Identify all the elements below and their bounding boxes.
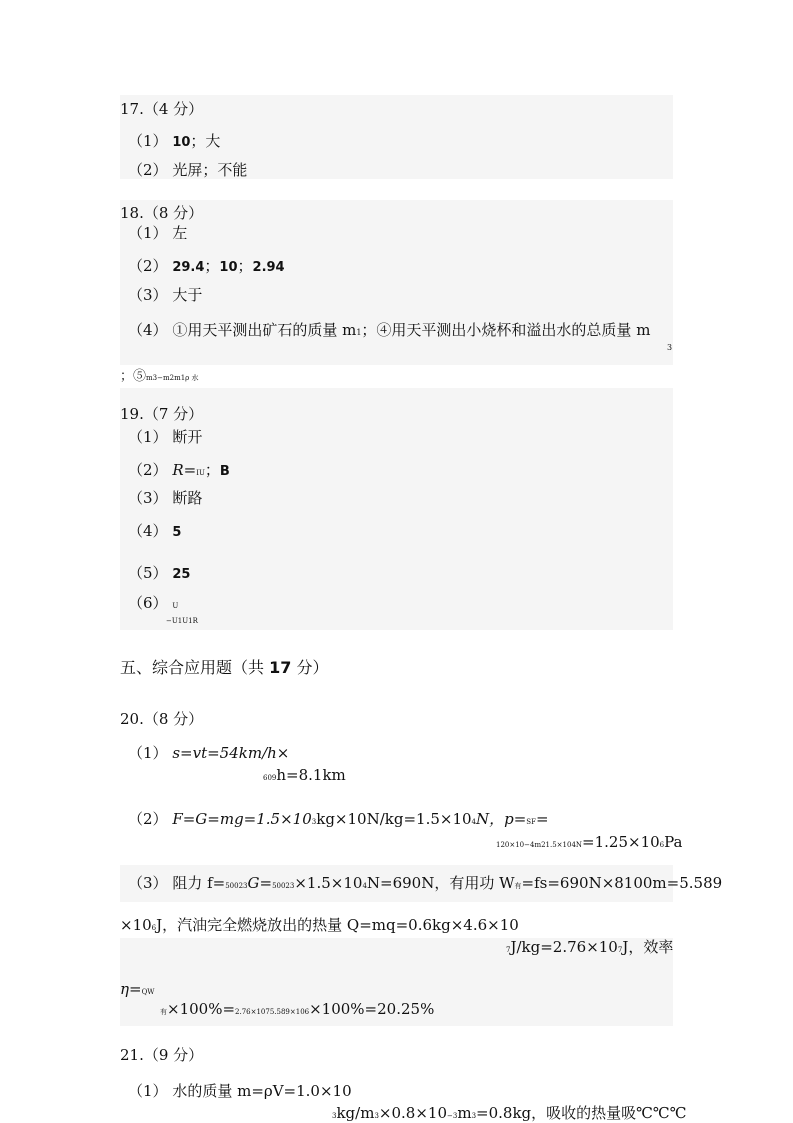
formula: N，p= <box>476 810 527 828</box>
formula: 阻力 f= <box>172 874 226 892</box>
fraction: QW <box>141 988 155 996</box>
superscript: 3 <box>471 1112 477 1120</box>
subscript: SF <box>526 818 536 826</box>
superscript: 7 <box>506 946 511 954</box>
q21-part1 <box>128 1082 352 1100</box>
part-number: （5） <box>128 564 168 582</box>
superscript: 4 <box>362 882 367 890</box>
q19-part1 <box>128 428 202 446</box>
part-number: （1） <box>128 1082 168 1100</box>
q19-part2 <box>128 461 230 481</box>
answer-value: 29.4 <box>172 260 205 275</box>
formula: h=8.1km <box>276 766 346 784</box>
part-number: （2） <box>128 461 168 479</box>
formula: J，汽油完全燃烧放出的热量 Q=mq=0.6kg×4.6×10 <box>156 916 519 934</box>
superscript: 3 <box>374 1112 379 1120</box>
q19-formula-denominator: −U1U1R <box>166 617 198 625</box>
fraction: 50023 <box>225 882 248 890</box>
superscript: 4 <box>471 818 476 826</box>
q20-part2-line2 <box>496 833 683 851</box>
q17-part1 <box>128 132 220 152</box>
formula: m <box>457 1104 472 1122</box>
q18-sub3: 3 <box>667 343 673 352</box>
part-number: （4） <box>128 321 168 339</box>
answer-text: ①用天平测出矿石的质量 m <box>172 321 357 339</box>
part-number: （1） <box>128 428 168 446</box>
q20-title: 20.（8 分） <box>120 710 204 728</box>
answer-text: ；⑤ <box>120 369 147 384</box>
subscript: 有 <box>514 882 522 890</box>
answer-text: 大于 <box>172 286 203 304</box>
q19-part3 <box>128 489 202 507</box>
answer-value: 10 <box>219 260 238 275</box>
q19-part6 <box>128 594 178 612</box>
formula: ×100%=20.25% <box>309 1000 435 1018</box>
q18-part4-cont <box>120 368 199 386</box>
part-number: （1） <box>128 224 168 242</box>
formula: ×0.8×10 <box>378 1104 447 1122</box>
superscript: 3 <box>332 1112 337 1120</box>
q18-part2 <box>128 257 285 277</box>
q17-part2 <box>128 161 247 179</box>
answer-value: 2.94 <box>252 260 285 275</box>
separator: ； <box>237 257 253 275</box>
answer-text: ；大 <box>190 132 221 150</box>
fraction: 50023 <box>272 882 295 890</box>
section-title-b: 分） <box>296 658 329 677</box>
formula: s=vt=54km/h× <box>172 744 290 762</box>
superscript: 6 <box>151 924 157 932</box>
q18-part3 <box>128 286 202 304</box>
subscript: 609 <box>263 774 277 782</box>
part-number: （1） <box>128 132 168 150</box>
q19-title: 19.（7 分） <box>120 405 204 423</box>
q18-part1 <box>128 224 187 242</box>
answer-text: 左 <box>172 224 188 242</box>
q20-part3-line5 <box>160 1000 434 1018</box>
subscript: 有 <box>160 1008 167 1016</box>
superscript: 3 <box>311 818 317 826</box>
q18-part4 <box>128 321 650 339</box>
superscript: 6 <box>659 841 665 849</box>
formula: J/kg=2.76×10 <box>510 938 618 956</box>
q21-title: 21.（9 分） <box>120 1046 204 1064</box>
part-number: （4） <box>128 522 168 540</box>
part-number: （2） <box>128 257 168 275</box>
formula: =1.25×10 <box>582 833 660 851</box>
q20-part1 <box>128 744 289 762</box>
formula: m3−m2m1ρ 水 <box>146 374 199 382</box>
answer-text: 断路 <box>172 489 203 507</box>
formula: ×1.5×10 <box>294 874 363 892</box>
formula-numerator: U <box>172 602 179 610</box>
part-number: （3） <box>128 286 168 304</box>
subscript: IU <box>196 469 205 477</box>
formula: =fs=690N×8100m=5.589 <box>521 874 723 892</box>
part-number: （2） <box>128 161 168 179</box>
separator: ； <box>204 461 220 479</box>
q21-part1-line2 <box>332 1104 687 1122</box>
formula: F=G=mg=1.5×10 <box>172 810 312 828</box>
q18-band <box>120 200 673 365</box>
formula: kg×10N/kg=1.5×10 <box>316 810 472 828</box>
part-number: （3） <box>128 489 168 507</box>
q20-part2 <box>128 810 549 828</box>
formula: G= <box>247 874 273 892</box>
formula: = <box>535 810 549 828</box>
superscript: 7 <box>617 946 623 954</box>
part-number: （2） <box>128 810 168 828</box>
formula: η= <box>120 980 142 998</box>
answer-value: 10 <box>172 135 191 150</box>
q18-title: 18.（8 分） <box>120 204 204 222</box>
q20-part3-line2 <box>120 916 519 934</box>
formula: 水的质量 m=ρV=1.0×10 <box>172 1082 352 1100</box>
q19-part5 <box>128 564 190 584</box>
q20-part3-line4 <box>120 980 155 998</box>
part-number: （6） <box>128 594 168 612</box>
part-number: （1） <box>128 744 168 762</box>
formula: N=690N，有用功 W <box>366 874 515 892</box>
superscript: −3 <box>447 1112 458 1120</box>
q17-title: 17.（4 分） <box>120 100 204 118</box>
section-title-a: 五、综合应用题（共 <box>120 658 265 677</box>
answer-text: 光屏；不能 <box>172 161 248 179</box>
section-points: 17 <box>269 658 292 677</box>
formula: Pa <box>664 833 683 851</box>
answer-text: 断开 <box>172 428 203 446</box>
answer-value: 25 <box>172 567 191 582</box>
separator: ； <box>204 257 220 275</box>
q20-part3-line3 <box>506 938 673 956</box>
q20-part3 <box>128 874 722 892</box>
formula: ×10 <box>120 916 152 934</box>
section-heading <box>120 659 328 677</box>
subscript: 1 <box>356 328 362 337</box>
fraction: 2.76×1075.589×106 <box>235 1008 310 1016</box>
part-number: （3） <box>128 874 168 892</box>
q19-band <box>120 388 673 630</box>
answer-value: B <box>219 464 230 479</box>
formula: =0.8kg，吸收的热量吸℃℃℃ <box>476 1104 687 1122</box>
formula: kg/m <box>336 1104 375 1122</box>
formula: R= <box>172 461 197 479</box>
q19-part4 <box>128 522 181 542</box>
answer-value: 5 <box>172 525 182 540</box>
formula: ×100%= <box>167 1000 236 1018</box>
answer-text: ；④用天平测出小烧杯和溢出水的总质量 m <box>361 321 651 339</box>
fraction: 120×10−4m21.5×104N <box>496 841 583 849</box>
formula: J，效率 <box>622 938 674 956</box>
q20-part1-line2 <box>263 766 346 784</box>
